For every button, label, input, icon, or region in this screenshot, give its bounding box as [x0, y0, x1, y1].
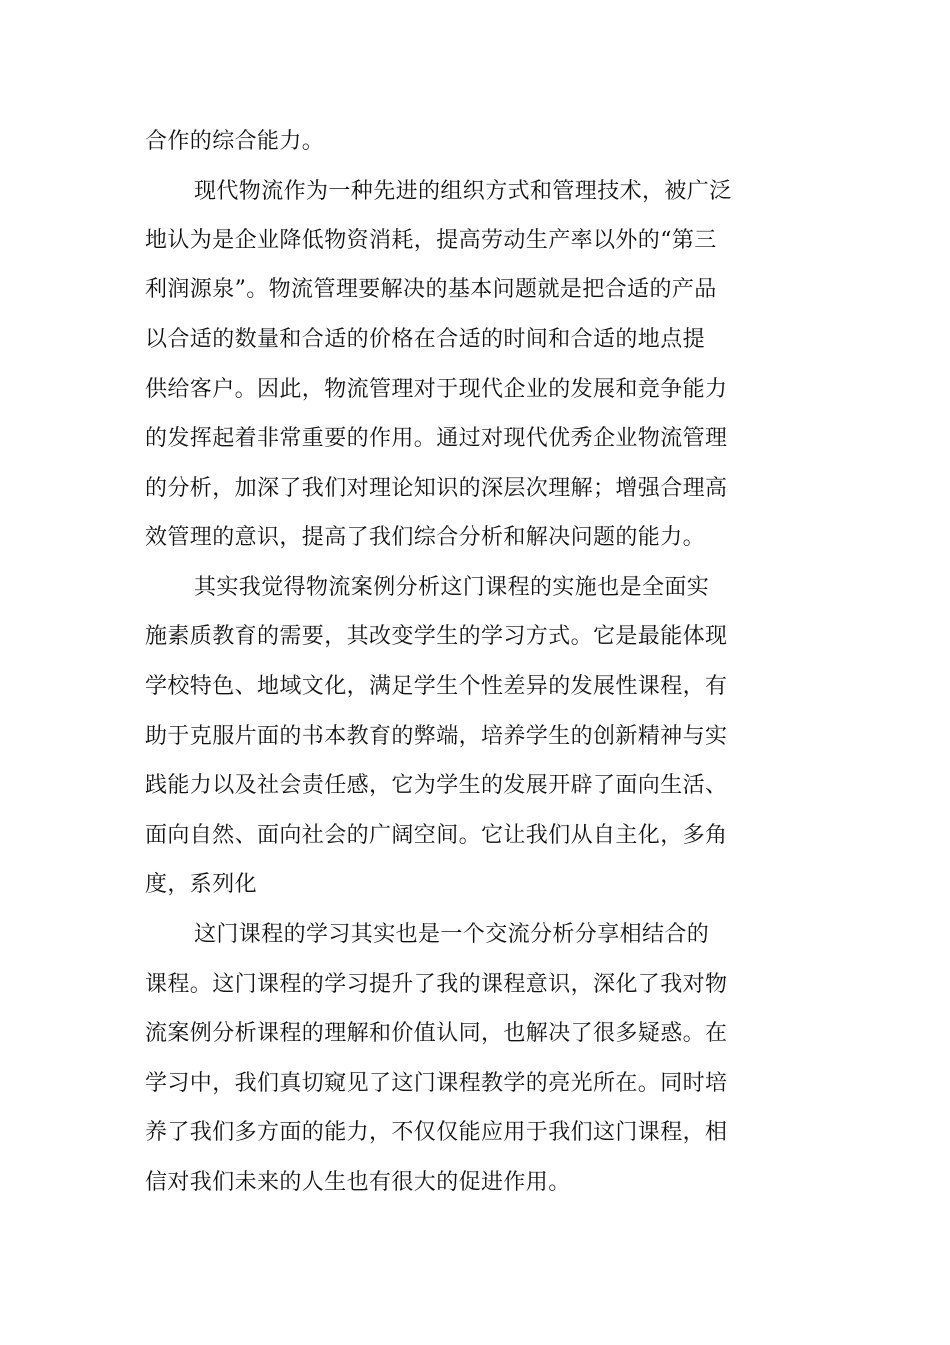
text-line: 践能力以及社会责任感，它为学生的发展开辟了面向生活、	[145, 773, 728, 798]
text-line: 面向自然、面向社会的广阔空间。它让我们从自主化，多角	[145, 823, 728, 848]
text-line: 合作的综合能力。	[145, 129, 325, 154]
text-line: 学习中，我们真切窥见了这门课程教学的亮光所在。同时培	[145, 1071, 728, 1096]
text-line: 学校特色、地域文化，满足学生个性差异的发展性课程，有	[145, 674, 728, 699]
text-line: 以合适的数量和合适的价格在合适的时间和合适的地点提	[145, 327, 706, 352]
text-line: 地认为是企业降低物资消耗，提高劳动生产率以外的“第三	[145, 228, 717, 253]
text-line: 效管理的意识，提高了我们综合分析和解决问题的能力。	[145, 525, 706, 550]
text-line: 度，系列化	[145, 872, 258, 897]
text-line: 施素质教育的需要，其改变学生的学习方式。它是最能体现	[145, 624, 728, 649]
text-line: 信对我们未来的人生也有很大的促进作用。	[145, 1170, 571, 1195]
text-line: 的发挥起着非常重要的作用。通过对现代优秀企业物流管理	[145, 426, 728, 451]
text-line: 流案例分析课程的理解和价值认同，也解决了很多疑惑。在	[145, 1021, 728, 1046]
text-line: 的分析，加深了我们对理论知识的深层次理解；增强合理高	[145, 476, 728, 501]
paragraph-first-line: 这门课程的学习其实也是一个交流分析分享相结合的	[194, 922, 710, 947]
text-line: 供给客户。因此，物流管理对于现代企业的发展和竞争能力	[145, 377, 728, 402]
paragraph-first-line: 其实我觉得物流案例分析这门课程的实施也是全面实	[194, 575, 710, 600]
text-line: 课程。这门课程的学习提升了我的课程意识，深化了我对物	[145, 972, 728, 997]
text-line: 助于克服片面的书本教育的弊端，培养学生的创新精神与实	[145, 724, 728, 749]
paragraph-first-line: 现代物流作为一种先进的组织方式和管理技术，被广泛	[194, 179, 732, 204]
text-line: 利润源泉”。物流管理要解决的基本问题就是把合适的产品	[145, 277, 717, 302]
text-line: 养了我们多方面的能力，不仅仅能应用于我们这门课程，相	[145, 1120, 728, 1145]
